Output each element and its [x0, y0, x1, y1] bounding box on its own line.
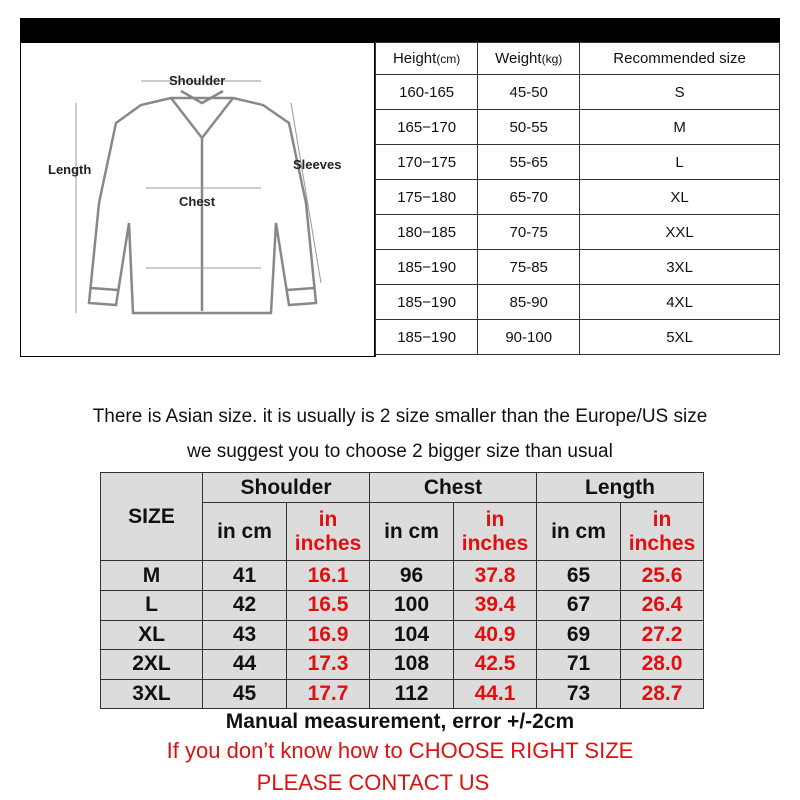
cm-value: 112 [370, 679, 454, 709]
cm-value: 71 [537, 650, 621, 680]
cm-value: 41 [203, 561, 287, 591]
in-inches-header [621, 503, 704, 561]
inch-value: 40.9 [454, 620, 537, 650]
inch-value: 16.1 [287, 561, 370, 591]
chest-header: Chest [370, 473, 537, 503]
inch-value: 16.9 [287, 620, 370, 650]
table-row [376, 145, 780, 180]
weight-unit: (kg) [541, 52, 563, 66]
table-row [376, 215, 780, 250]
recommended-size-table [375, 42, 780, 355]
cm-value: 100 [370, 591, 454, 621]
length-label: Length [48, 162, 92, 177]
size-cell: XXL [580, 215, 780, 250]
cm-value: 45 [203, 679, 287, 709]
in-cm-header: in cm [537, 503, 621, 561]
table-row [376, 75, 780, 110]
table-header-row [376, 43, 780, 75]
inches-label: inches [294, 531, 362, 555]
height-header [376, 43, 478, 75]
table-row [101, 679, 704, 709]
height-cell: 180−185 [376, 215, 478, 250]
table-row [376, 110, 780, 145]
size-cell: M [101, 561, 203, 591]
shirt-diagram [20, 42, 376, 357]
cm-value: 65 [537, 561, 621, 591]
header-bar [20, 18, 780, 42]
table-row [101, 561, 704, 591]
cm-value: 69 [537, 620, 621, 650]
inch-value: 17.3 [287, 650, 370, 680]
size-cell: L [101, 591, 203, 621]
weight-cell: 75-85 [478, 250, 580, 285]
length-header: Length [537, 473, 704, 503]
height-cell: 175−180 [376, 180, 478, 215]
inches-label: inches [628, 531, 696, 555]
cm-value: 44 [203, 650, 287, 680]
weight-cell: 50-55 [478, 110, 580, 145]
contact-note-1: If you don’t know how to CHOOSE RIGHT SIZE [166, 738, 634, 763]
inch-value: 42.5 [454, 650, 537, 680]
size-cell: L [580, 145, 780, 180]
size-header: Recommended size [580, 43, 780, 75]
chest-label: Chest [179, 194, 216, 209]
in-label: in [318, 507, 338, 531]
inches-label: inches [461, 531, 529, 555]
in-cm-header: in cm [370, 503, 454, 561]
height-cell: 160-165 [376, 75, 478, 110]
weight-cell: 90-100 [478, 320, 580, 355]
size-cell: 5XL [580, 320, 780, 355]
contact-note-2: PLEASE CONTACT US [256, 770, 490, 795]
inch-value: 26.4 [621, 591, 704, 621]
weight-cell: 65-70 [478, 180, 580, 215]
shoulder-label: Shoulder [169, 73, 226, 88]
measurement-table [100, 472, 704, 709]
cm-value: 67 [537, 591, 621, 621]
suggestion-note: we suggest you to choose 2 bigger size than usual [187, 441, 613, 462]
inch-value: 37.8 [454, 561, 537, 591]
inch-value: 16.5 [287, 591, 370, 621]
inch-value: 44.1 [454, 679, 537, 709]
height-cell: 170−175 [376, 145, 478, 180]
table-row [376, 180, 780, 215]
weight-header-label: Weight [495, 50, 542, 67]
height-cell: 185−190 [376, 285, 478, 320]
in-label: in [652, 507, 672, 531]
weight-cell: 55-65 [478, 145, 580, 180]
group-header-row [101, 473, 704, 503]
size-cell: 4XL [580, 285, 780, 320]
inch-value: 28.7 [621, 679, 704, 709]
table-row [376, 320, 780, 355]
cm-value: 43 [203, 620, 287, 650]
size-cell: XL [101, 620, 203, 650]
height-unit: (cm) [436, 52, 461, 66]
height-cell: 185−190 [376, 320, 478, 355]
height-cell: 165−170 [376, 110, 478, 145]
inch-value: 25.6 [621, 561, 704, 591]
inch-value: 28.0 [621, 650, 704, 680]
size-cell: M [580, 110, 780, 145]
size-cell: 3XL [101, 679, 203, 709]
shoulder-header: Shoulder [203, 473, 370, 503]
sleeves-label: Sleeves [293, 157, 342, 172]
cm-value: 104 [370, 620, 454, 650]
in-inches-header [287, 503, 370, 561]
size-cell: 2XL [101, 650, 203, 680]
table-row [376, 285, 780, 320]
size-column-header: SIZE [101, 473, 203, 561]
size-cell: S [580, 75, 780, 110]
cm-value: 96 [370, 561, 454, 591]
weight-header [478, 43, 580, 75]
weight-cell: 85-90 [478, 285, 580, 320]
in-cm-header: in cm [203, 503, 287, 561]
height-cell: 185−190 [376, 250, 478, 285]
size-cell: XL [580, 180, 780, 215]
manual-measurement-note: Manual measurement, error +/-2cm [225, 710, 575, 733]
inch-value: 27.2 [621, 620, 704, 650]
size-cell: 3XL [580, 250, 780, 285]
height-header-label: Height [392, 50, 437, 67]
cm-value: 108 [370, 650, 454, 680]
inch-value: 17.7 [287, 679, 370, 709]
inch-value: 39.4 [454, 591, 537, 621]
weight-cell: 45-50 [478, 75, 580, 110]
table-row [376, 250, 780, 285]
asian-size-note: There is Asian size. it is usually is 2 size smaller than the Europe/US size [92, 406, 708, 427]
in-inches-header [454, 503, 537, 561]
in-label: in [485, 507, 505, 531]
cm-value: 73 [537, 679, 621, 709]
table-row [101, 650, 704, 680]
cm-value: 42 [203, 591, 287, 621]
table-row [101, 591, 704, 621]
table-row [101, 620, 704, 650]
weight-cell: 70-75 [478, 215, 580, 250]
